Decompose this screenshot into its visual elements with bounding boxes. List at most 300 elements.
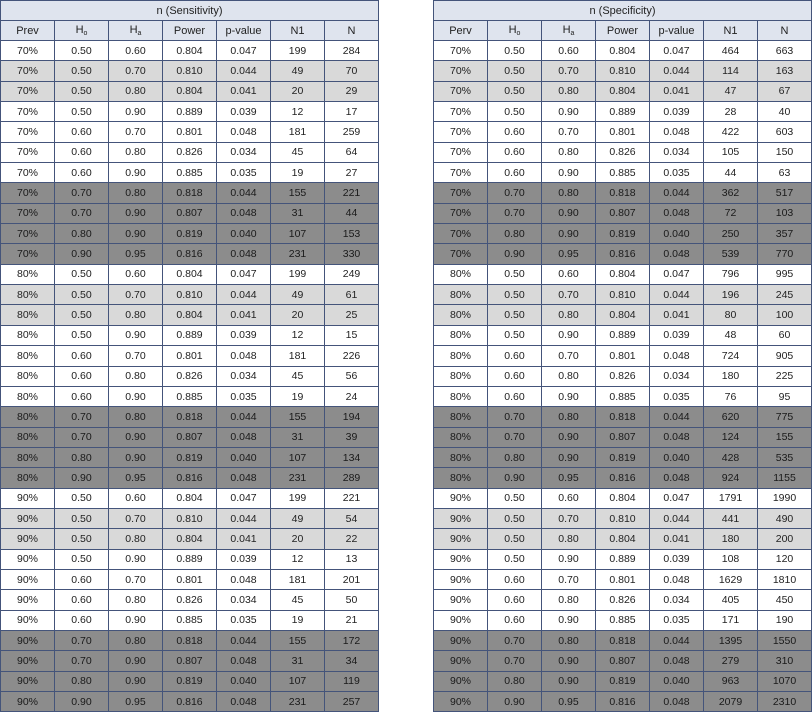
cell-p-value: 0.047 [650, 488, 704, 508]
cell-h0: 0.90 [488, 692, 542, 712]
cell-n1: 231 [271, 244, 325, 264]
cell-n: 1155 [758, 468, 812, 488]
cell-ha: 0.90 [109, 325, 163, 345]
column-header-n1 [704, 21, 758, 41]
cell-prev: 90% [1, 508, 55, 528]
cell-p-value: 0.048 [650, 569, 704, 589]
table-row [1, 549, 379, 569]
cell-h0: 0.50 [488, 264, 542, 284]
cell-ha: 0.80 [109, 366, 163, 386]
cell-ha: 0.95 [542, 468, 596, 488]
cell-prev: 70% [1, 203, 55, 223]
cell-n1: 180 [704, 529, 758, 549]
cell-n: 201 [325, 569, 379, 589]
cell-n1: 724 [704, 346, 758, 366]
cell-p-value: 0.044 [650, 407, 704, 427]
cell-prev: 70% [434, 183, 488, 203]
cell-p-value: 0.044 [217, 407, 271, 427]
cell-n1: 199 [271, 264, 325, 284]
cell-n: 119 [325, 671, 379, 691]
cell-n: 39 [325, 427, 379, 447]
cell-power: 0.818 [163, 630, 217, 650]
cell-n1: 72 [704, 203, 758, 223]
cell-n1: 1395 [704, 630, 758, 650]
table-row [434, 427, 812, 447]
cell-power: 0.807 [163, 427, 217, 447]
cell-n: 29 [325, 81, 379, 101]
cell-n: 221 [325, 488, 379, 508]
cell-h0: 0.50 [55, 488, 109, 508]
cell-ha: 0.80 [109, 630, 163, 650]
cell-power: 0.810 [596, 61, 650, 81]
table-row [1, 203, 379, 223]
cell-n1: 181 [271, 569, 325, 589]
cell-power: 0.807 [596, 651, 650, 671]
cell-n1: 49 [271, 61, 325, 81]
cell-ha: 0.95 [542, 244, 596, 264]
table-row [1, 102, 379, 122]
cell-ha: 0.90 [542, 671, 596, 691]
cell-prev: 80% [1, 346, 55, 366]
table-row [434, 630, 812, 650]
cell-ha: 0.90 [542, 549, 596, 569]
column-header-label: Prev [16, 24, 39, 37]
cell-n1: 31 [271, 651, 325, 671]
table-row [1, 386, 379, 406]
cell-h0: 0.70 [55, 183, 109, 203]
cell-p-value: 0.035 [650, 386, 704, 406]
cell-power: 0.804 [163, 264, 217, 284]
table-row [1, 142, 379, 162]
cell-power: 0.807 [163, 203, 217, 223]
cell-p-value: 0.039 [217, 325, 271, 345]
table-row [434, 305, 812, 325]
cell-p-value: 0.044 [217, 183, 271, 203]
table-row [1, 305, 379, 325]
cell-p-value: 0.048 [650, 427, 704, 447]
cell-n: 284 [325, 41, 379, 61]
cell-p-value: 0.039 [217, 102, 271, 122]
table-row [434, 203, 812, 223]
cell-p-value: 0.040 [217, 447, 271, 467]
cell-prev: 70% [434, 244, 488, 264]
cell-power: 0.885 [163, 610, 217, 630]
cell-prev: 80% [1, 305, 55, 325]
table-row [434, 122, 812, 142]
table-row [1, 325, 379, 345]
cell-p-value: 0.048 [217, 569, 271, 589]
table-row [434, 346, 812, 366]
column-header-ha [542, 21, 596, 41]
cell-n1: 199 [271, 41, 325, 61]
cell-prev: 70% [1, 142, 55, 162]
table-row [434, 41, 812, 61]
sensitivity-table [0, 0, 379, 712]
cell-ha: 0.80 [109, 142, 163, 162]
cell-h0: 0.50 [55, 102, 109, 122]
cell-p-value: 0.040 [650, 224, 704, 244]
cell-p-value: 0.040 [650, 671, 704, 691]
cell-ha: 0.95 [109, 468, 163, 488]
cell-prev: 70% [434, 224, 488, 244]
cell-power: 0.819 [163, 224, 217, 244]
table-row [434, 569, 812, 589]
cell-n1: 155 [271, 407, 325, 427]
cell-prev: 80% [434, 468, 488, 488]
cell-n: 163 [758, 61, 812, 81]
cell-h0: 0.80 [488, 224, 542, 244]
cell-h0: 0.50 [55, 81, 109, 101]
cell-n: 15 [325, 325, 379, 345]
column-header-h0 [55, 21, 109, 41]
cell-p-value: 0.044 [217, 630, 271, 650]
cell-power: 0.801 [596, 569, 650, 589]
cell-n: 25 [325, 305, 379, 325]
cell-h0: 0.50 [488, 325, 542, 345]
table-row [434, 407, 812, 427]
table-row [434, 264, 812, 284]
cell-h0: 0.70 [488, 427, 542, 447]
cell-n: 95 [758, 386, 812, 406]
cell-prev: 70% [1, 122, 55, 142]
column-header-label: H [562, 24, 571, 36]
cell-ha: 0.60 [109, 264, 163, 284]
table-row [1, 122, 379, 142]
cell-power: 0.885 [596, 610, 650, 630]
column-header-label: N [347, 24, 356, 37]
cell-p-value: 0.035 [217, 386, 271, 406]
cell-h0: 0.60 [488, 366, 542, 386]
cell-p-value: 0.047 [217, 41, 271, 61]
cell-prev: 80% [1, 447, 55, 467]
cell-n: 134 [325, 447, 379, 467]
cell-h0: 0.70 [488, 183, 542, 203]
cell-ha: 0.70 [109, 285, 163, 305]
cell-prev: 80% [1, 325, 55, 345]
cell-ha: 0.90 [109, 447, 163, 467]
cell-p-value: 0.048 [650, 244, 704, 264]
cell-power: 0.885 [163, 386, 217, 406]
cell-ha: 0.60 [542, 41, 596, 61]
cell-ha: 0.80 [109, 81, 163, 101]
cell-h0: 0.50 [488, 81, 542, 101]
table-row [1, 366, 379, 386]
cell-ha: 0.70 [542, 569, 596, 589]
cell-power: 0.818 [596, 183, 650, 203]
cell-h0: 0.50 [488, 529, 542, 549]
cell-n: 995 [758, 264, 812, 284]
cell-prev: 80% [434, 346, 488, 366]
cell-prev: 90% [434, 488, 488, 508]
cell-power: 0.804 [163, 41, 217, 61]
column-header-power [596, 21, 650, 41]
cell-h0: 0.90 [488, 468, 542, 488]
cell-h0: 0.80 [55, 447, 109, 467]
column-header-label: p-value [658, 24, 695, 37]
table-title-row [434, 1, 812, 21]
cell-ha: 0.70 [542, 285, 596, 305]
cell-p-value: 0.041 [650, 81, 704, 101]
cell-h0: 0.50 [55, 285, 109, 305]
cell-power: 0.819 [596, 447, 650, 467]
cell-ha: 0.90 [542, 325, 596, 345]
cell-n: 153 [325, 224, 379, 244]
cell-p-value: 0.048 [217, 203, 271, 223]
cell-ha: 0.60 [109, 41, 163, 61]
cell-ha: 0.70 [542, 122, 596, 142]
table-title: n (Specificity) [434, 1, 812, 21]
cell-n1: 171 [704, 610, 758, 630]
cell-n1: 45 [271, 590, 325, 610]
table-title-row [1, 1, 379, 21]
table-row [1, 183, 379, 203]
cell-p-value: 0.048 [217, 651, 271, 671]
cell-p-value: 0.040 [650, 447, 704, 467]
cell-h0: 0.60 [55, 386, 109, 406]
cell-prev: 70% [1, 244, 55, 264]
cell-prev: 70% [434, 122, 488, 142]
cell-ha: 0.80 [542, 183, 596, 203]
cell-h0: 0.80 [55, 224, 109, 244]
cell-n: 172 [325, 630, 379, 650]
cell-power: 0.826 [596, 366, 650, 386]
table-row [1, 285, 379, 305]
cell-n: 1070 [758, 671, 812, 691]
cell-n1: 19 [271, 386, 325, 406]
cell-prev: 80% [434, 386, 488, 406]
cell-n1: 12 [271, 102, 325, 122]
cell-p-value: 0.047 [217, 264, 271, 284]
cell-p-value: 0.048 [650, 203, 704, 223]
table-row [434, 102, 812, 122]
cell-prev: 90% [1, 590, 55, 610]
cell-n: 905 [758, 346, 812, 366]
cell-h0: 0.70 [488, 203, 542, 223]
table-row [434, 529, 812, 549]
cell-p-value: 0.034 [650, 366, 704, 386]
cell-n: 120 [758, 549, 812, 569]
cell-p-value: 0.040 [217, 671, 271, 691]
cell-n1: 2079 [704, 692, 758, 712]
column-header-label: N [780, 24, 789, 37]
cell-h0: 0.50 [488, 102, 542, 122]
specificity-panel [433, 0, 812, 712]
cell-n: 1990 [758, 488, 812, 508]
cell-p-value: 0.048 [650, 468, 704, 488]
cell-n1: 405 [704, 590, 758, 610]
cell-h0: 0.70 [55, 651, 109, 671]
cell-ha: 0.90 [542, 610, 596, 630]
cell-prev: 80% [434, 366, 488, 386]
cell-prev: 90% [1, 630, 55, 650]
cell-power: 0.826 [163, 590, 217, 610]
cell-n: 245 [758, 285, 812, 305]
table-row [434, 447, 812, 467]
cell-p-value: 0.048 [217, 122, 271, 142]
cell-n: 34 [325, 651, 379, 671]
cell-n: 450 [758, 590, 812, 610]
cell-n: 21 [325, 610, 379, 630]
cell-ha: 0.60 [542, 488, 596, 508]
cell-p-value: 0.041 [650, 305, 704, 325]
cell-n1: 47 [704, 81, 758, 101]
cell-ha: 0.90 [542, 386, 596, 406]
table-row [1, 224, 379, 244]
cell-n1: 19 [271, 163, 325, 183]
cell-p-value: 0.035 [650, 163, 704, 183]
cell-n1: 44 [704, 163, 758, 183]
cell-ha: 0.90 [109, 427, 163, 447]
cell-n: 27 [325, 163, 379, 183]
cell-prev: 90% [434, 630, 488, 650]
cell-ha: 0.70 [109, 569, 163, 589]
cell-p-value: 0.048 [217, 427, 271, 447]
table-row [1, 692, 379, 712]
cell-h0: 0.70 [488, 407, 542, 427]
cell-n1: 1629 [704, 569, 758, 589]
table-row [1, 447, 379, 467]
cell-ha: 0.90 [109, 386, 163, 406]
cell-ha: 0.70 [109, 508, 163, 528]
table-row [1, 346, 379, 366]
cell-n1: 20 [271, 305, 325, 325]
cell-power: 0.885 [596, 163, 650, 183]
cell-p-value: 0.044 [650, 285, 704, 305]
cell-n1: 107 [271, 447, 325, 467]
table-row [1, 508, 379, 528]
cell-prev: 80% [434, 325, 488, 345]
cell-n1: 181 [271, 346, 325, 366]
table-row [1, 81, 379, 101]
cell-n1: 155 [271, 183, 325, 203]
column-header-prev [434, 21, 488, 41]
column-header-n [325, 21, 379, 41]
column-header-label: Perv [449, 24, 472, 37]
cell-n: 289 [325, 468, 379, 488]
cell-n: 13 [325, 549, 379, 569]
cell-p-value: 0.040 [217, 224, 271, 244]
cell-power: 0.810 [163, 508, 217, 528]
cell-h0: 0.60 [55, 346, 109, 366]
cell-p-value: 0.044 [650, 183, 704, 203]
cell-n1: 107 [271, 671, 325, 691]
cell-prev: 80% [434, 285, 488, 305]
cell-p-value: 0.044 [650, 630, 704, 650]
cell-h0: 0.80 [55, 671, 109, 691]
cell-n1: 107 [271, 224, 325, 244]
cell-prev: 80% [1, 386, 55, 406]
cell-n: 357 [758, 224, 812, 244]
cell-prev: 90% [1, 651, 55, 671]
table-row [1, 61, 379, 81]
cell-power: 0.889 [596, 549, 650, 569]
cell-power: 0.807 [163, 651, 217, 671]
table-row [1, 163, 379, 183]
cell-p-value: 0.035 [650, 610, 704, 630]
cell-prev: 70% [1, 224, 55, 244]
cell-prev: 70% [1, 41, 55, 61]
cell-n1: 196 [704, 285, 758, 305]
cell-power: 0.826 [596, 142, 650, 162]
table-row [434, 163, 812, 183]
cell-p-value: 0.041 [650, 529, 704, 549]
cell-p-value: 0.047 [650, 264, 704, 284]
cell-power: 0.807 [596, 203, 650, 223]
cell-prev: 80% [434, 305, 488, 325]
table-row [434, 366, 812, 386]
table-row [434, 651, 812, 671]
cell-h0: 0.50 [55, 549, 109, 569]
cell-ha: 0.80 [109, 305, 163, 325]
cell-h0: 0.50 [55, 508, 109, 528]
column-header-subscript: o [516, 30, 521, 37]
cell-power: 0.889 [163, 549, 217, 569]
cell-n1: 76 [704, 386, 758, 406]
cell-power: 0.801 [596, 122, 650, 142]
cell-p-value: 0.034 [217, 366, 271, 386]
cell-prev: 80% [1, 407, 55, 427]
cell-prev: 70% [434, 163, 488, 183]
cell-prev: 90% [434, 508, 488, 528]
table-row [1, 488, 379, 508]
cell-n: 64 [325, 142, 379, 162]
cell-n: 24 [325, 386, 379, 406]
cell-n1: 49 [271, 285, 325, 305]
cell-n: 517 [758, 183, 812, 203]
cell-p-value: 0.034 [650, 590, 704, 610]
cell-h0: 0.60 [488, 142, 542, 162]
cell-power: 0.885 [596, 386, 650, 406]
cell-p-value: 0.048 [650, 692, 704, 712]
column-header-p-value [650, 21, 704, 41]
cell-prev: 90% [434, 651, 488, 671]
cell-n1: 108 [704, 549, 758, 569]
cell-n: 56 [325, 366, 379, 386]
table-row [434, 488, 812, 508]
cell-p-value: 0.039 [217, 549, 271, 569]
cell-n: 1550 [758, 630, 812, 650]
cell-h0: 0.70 [55, 203, 109, 223]
cell-prev: 80% [1, 427, 55, 447]
cell-ha: 0.60 [542, 264, 596, 284]
cell-ha: 0.90 [542, 224, 596, 244]
cell-power: 0.826 [163, 366, 217, 386]
cell-n: 225 [758, 366, 812, 386]
cell-power: 0.818 [163, 183, 217, 203]
column-header-label: H [129, 24, 138, 36]
table-row [434, 224, 812, 244]
cell-p-value: 0.048 [650, 122, 704, 142]
cell-ha: 0.90 [109, 224, 163, 244]
cell-p-value: 0.044 [217, 285, 271, 305]
cell-p-value: 0.048 [217, 346, 271, 366]
cell-prev: 90% [434, 590, 488, 610]
cell-p-value: 0.044 [217, 61, 271, 81]
cell-n1: 45 [271, 366, 325, 386]
cell-power: 0.818 [596, 407, 650, 427]
cell-power: 0.816 [596, 692, 650, 712]
cell-ha: 0.80 [542, 407, 596, 427]
cell-h0: 0.90 [55, 468, 109, 488]
column-header-subscript: a [570, 30, 575, 37]
cell-h0: 0.60 [488, 122, 542, 142]
cell-n1: 796 [704, 264, 758, 284]
table-row [434, 244, 812, 264]
cell-prev: 90% [1, 488, 55, 508]
cell-power: 0.801 [596, 346, 650, 366]
cell-h0: 0.60 [488, 610, 542, 630]
cell-n1: 12 [271, 325, 325, 345]
